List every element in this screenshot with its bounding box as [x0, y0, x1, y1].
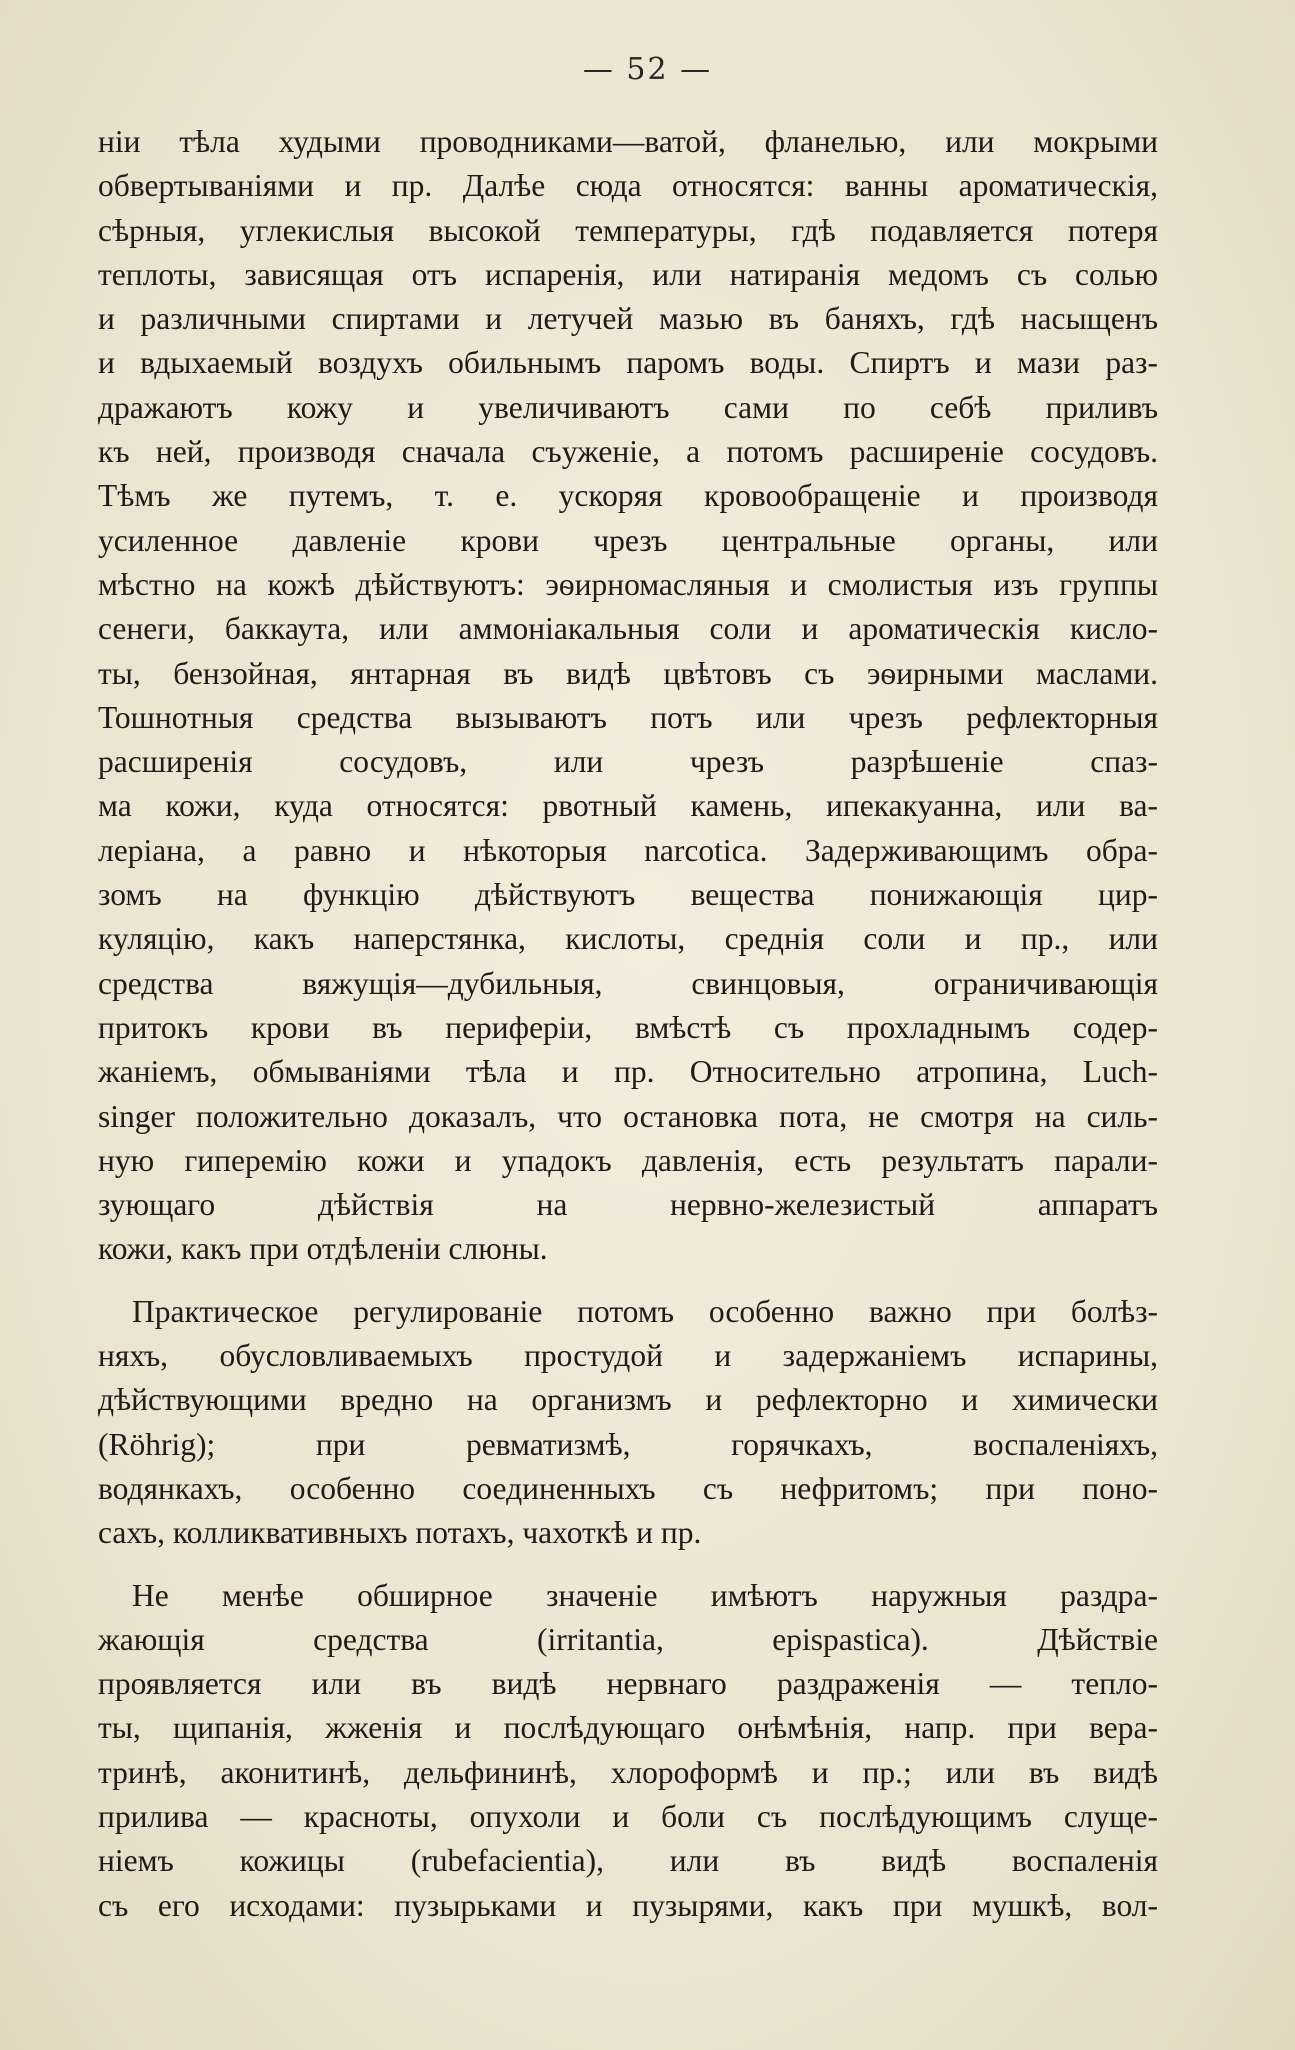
text-line: усиленное давленіе крови чрезъ центральные органы, или: [98, 522, 1158, 558]
text-line: теплоты, зависящая отъ испаренія, или натиранія медомъ съ солью: [98, 256, 1158, 292]
text-line: обвертываніями и пр. Далѣе сюда относятся: ванны ароматическія,: [98, 168, 1158, 204]
text-line: зомъ на функцію дѣйствуютъ вещества понижающія цир-: [98, 877, 1158, 913]
text-line: жающія средства (irritantia, epispastica). Дѣйствіе: [98, 1621, 1158, 1657]
text-line: (Röhrig); при ревматизмѣ, горячкахъ, воспаленіяхъ,: [98, 1426, 1158, 1462]
text-line: ты, щипанія, жженія и послѣдующаго онѣмѣнія, напр. при вера-: [98, 1710, 1158, 1746]
text-line: singer положительно доказалъ, что остановка пота, не смотря на силь-: [98, 1098, 1158, 1134]
text-line: няхъ, обусловливаемыхъ простудой и задержаніемъ испарины,: [98, 1338, 1158, 1374]
text-line: проявляется или въ видѣ нервнаго раздраженія — тепло-: [98, 1666, 1158, 1702]
text-line: куляцію, какъ наперстянка, кислоты, среднія соли и пр., или: [98, 921, 1158, 957]
text-line: ма кожи, куда относятся: рвотный камень, ипекакуанна, или ва-: [98, 788, 1158, 824]
paragraph-gap: [98, 1556, 1158, 1574]
text-line: дѣйствующими вредно на организмъ и рефлекторно и химически: [98, 1382, 1158, 1418]
text-line: расширенія сосудовъ, или чрезъ разрѣшеніе спаз-: [98, 744, 1158, 780]
text-line: жаніемъ, обмываніями тѣла и пр. Относительно атропина, Luch-: [98, 1054, 1158, 1090]
text-line: прилива — красноты, опухоли и боли съ послѣдующимъ слуще-: [98, 1798, 1158, 1834]
text-line: къ ней, производя сначала съуженіе, а потомъ расширеніе сосудовъ.: [98, 434, 1158, 470]
text-line: Тошнотныя средства вызываютъ потъ или чрезъ рефлекторныя: [98, 699, 1158, 735]
paragraph-gap: [98, 1272, 1158, 1290]
text-line: притокъ крови въ периферіи, вмѣстѣ съ прохладнымъ содер-: [98, 1009, 1158, 1045]
text-line: водянкахъ, особенно соединенныхъ съ нефритомъ; при поно-: [98, 1470, 1158, 1506]
text-line: Не менѣе обширное значеніе имѣютъ наружныя раздра-: [132, 1577, 1158, 1613]
text-line: кожи, какъ при отдѣленіи слюны.: [98, 1231, 548, 1267]
text-line: средства вяжущія—дубильныя, свинцовыя, ограничивающія: [98, 965, 1158, 1001]
text-line: зующаго дѣйствія на нервно-железистый аппаратъ: [98, 1187, 1158, 1223]
text-line: дражаютъ кожу и увеличиваютъ сами по себѣ приливъ: [98, 389, 1158, 425]
text-line: мѣстно на кожѣ дѣйствуютъ: эѳирномасляныя и смолистыя изъ группы: [98, 566, 1158, 602]
text-line: ную гиперемію кожи и упадокъ давленія, есть результатъ парали-: [98, 1142, 1158, 1178]
text-line: сѣрныя, углекислыя высокой температуры, гдѣ подавляется потеря: [98, 212, 1158, 248]
text-line: ніемъ кожицы (rubefacientia), или въ видѣ воспаленія: [98, 1843, 1158, 1879]
text-line: ніи тѣла худыми проводниками—ватой, фланелью, или мокрыми: [98, 124, 1158, 159]
text-line: съ его исходами: пузырьками и пузырями, какъ при мушкѣ, вол-: [98, 1887, 1158, 1923]
page-number: — 52 —: [582, 52, 713, 87]
text-line: Практическое регулированіе потомъ особенно важно при болѣз-: [132, 1293, 1158, 1329]
text-line: сенеги, баккаута, или аммоніакальныя соли и ароматическія кисло-: [98, 611, 1158, 647]
text-line: и различными спиртами и летучей мазью въ баняхъ, гдѣ насыщенъ: [98, 301, 1158, 337]
text-line: сахъ, колликвативныхъ потахъ, чахоткѣ и пр.: [98, 1515, 702, 1551]
text-line: тринѣ, аконитинѣ, дельфининѣ, хлороформѣ и пр.; или въ видѣ: [98, 1754, 1158, 1790]
body-text: [98, 120, 1158, 1928]
text-line: ты, бензойная, янтарная въ видѣ цвѣтовъ съ эѳирными маслами.: [98, 655, 1158, 691]
text-line: Тѣмъ же путемъ, т. е. ускоряя кровообращеніе и производя: [98, 478, 1158, 514]
text-line: леріана, а равно и нѣкоторыя narcotica. Задерживающимъ обра-: [98, 832, 1158, 868]
text-line: и вдыхаемый воздухъ обильнымъ паромъ воды. Спиртъ и мази раз-: [98, 345, 1158, 381]
